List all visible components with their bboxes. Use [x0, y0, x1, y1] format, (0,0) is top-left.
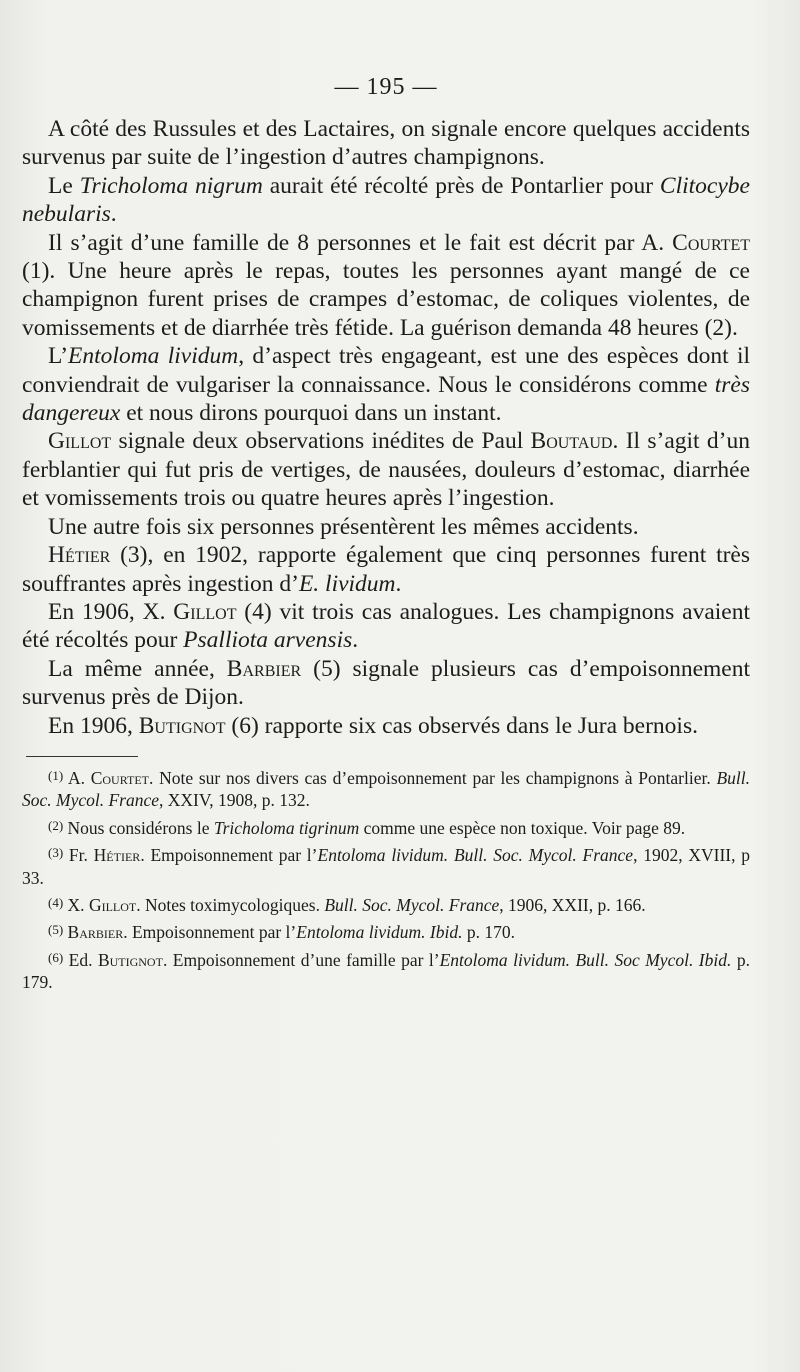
text-run: Le [48, 172, 80, 199]
species-name: Psalliota arvensis [183, 627, 353, 654]
author-name: Gillot [173, 598, 237, 625]
text-run: (6) rapporte six cas observés dans le Jura bernois. [225, 712, 698, 739]
author-name: Hétier [93, 845, 141, 866]
text-run: , d’aspect très engageant, est une des espèces dont il conviendrait de vulgariser la connaissance. Nous le considérons comme [22, 343, 751, 398]
text-run: signale deux observations inédites de Paul [111, 428, 531, 455]
paragraph-2 [22, 172, 750, 229]
paragraph-1: A côté des Russules et des Lactaires, on signale encore quelques accidents survenus par suite de l’ingestion d’autres champignons. [22, 116, 750, 171]
paragraph-9 [22, 655, 750, 712]
text-run: . [110, 201, 117, 228]
text-run: . Empoisonnement par l’ [123, 922, 297, 943]
footnote-6 [22, 947, 750, 994]
body-text [22, 115, 750, 740]
text-run: , XXIV, 1908, p. 132. [159, 790, 310, 811]
author-name: Butignot [97, 949, 163, 970]
journal-title: Entoloma lividum. Ibid. [296, 922, 463, 943]
author-name: Hétier [48, 542, 111, 569]
journal-title: Entoloma lividum. Bull. Soc. Mycol. France [317, 845, 634, 866]
footnote-number: (4) [48, 894, 64, 910]
species-name: E. lividum [298, 570, 396, 597]
footnote-number: (1) [48, 767, 64, 783]
paragraph-10 [22, 712, 750, 740]
paragraph-3 [22, 229, 750, 343]
footnote-5 [22, 919, 750, 943]
text-run: et nous dirons pourquoi dans un instant. [120, 400, 502, 427]
emphasis: très dangereux [22, 371, 750, 427]
footnotes [22, 765, 750, 994]
author-name: Boutaud [530, 428, 613, 455]
text-run: p. 170. [462, 922, 515, 943]
footnote-number: (6) [48, 949, 64, 965]
footnote-divider [26, 756, 138, 757]
journal-title: Bull. Soc. Mycol. France [324, 894, 500, 915]
text-run: . [352, 627, 359, 654]
text-run: . Empoisonnement par l’ [140, 845, 318, 866]
text-run: aurait été récolté près de Pontarlier pour [262, 172, 660, 199]
species-name: Clitocybe nebularis [22, 172, 750, 228]
text-run: , 1906, XXII, p. 166. [499, 894, 646, 915]
text-run: (3), en 1902, rapporte également que cinq personnes furent très souffrantes après ingestion d’ [22, 542, 750, 597]
text-run: (5) signale plusieurs cas d’empoisonnement survenus près de Dijon. [22, 655, 750, 711]
text-run: En 1906, [48, 712, 139, 739]
text-run: Il s’agit d’une famille de 8 personnes et le fait est décrit par A. [48, 229, 673, 256]
paragraph-5 [22, 427, 750, 512]
footnote-number: (2) [48, 817, 64, 833]
text-run: comme une espèce non toxique. Voir page 89. [359, 817, 686, 838]
species-name: Tricholoma nigrum [79, 172, 263, 199]
species-name: Entoloma lividum [68, 343, 239, 370]
footnote-4 [22, 892, 750, 916]
paragraph-8 [22, 598, 750, 655]
footnote-3 [22, 842, 750, 889]
footnote-2 [22, 815, 750, 839]
text-run: (1). Une heure après le repas, toutes les personnes ayant mangé de ce champignon furent prises de crampes d’estomac, de coliques violentes, de vomissements et de diarrhée très fétide. La guérison demanda 48 heures (2). [22, 258, 750, 341]
page-number: — 195 — [334, 74, 438, 100]
text-run: A. [63, 767, 91, 788]
text-run: . Notes toximycologiques. [136, 894, 325, 915]
text-run: . Il s’agit d’un ferblantier qui fut pris de vertiges, de nausées, douleurs d’estomac, diarrhée et vomissements trois ou quatre heures après l’ingestion. [22, 428, 750, 512]
text-run: En 1906, X. [48, 598, 174, 625]
author-name: Butignot [138, 712, 226, 739]
text-run: Nous considérons le [63, 817, 214, 838]
text-run: , 1902, XVIII, p 33. [22, 845, 750, 888]
author-name: Barbier [67, 922, 124, 943]
author-name: Barbier [226, 655, 302, 682]
journal-title: Bull. Soc. Mycol. France [22, 767, 750, 811]
author-name: Courtet [90, 767, 149, 788]
footnote-1 [22, 765, 750, 812]
text-run: Fr. [63, 845, 94, 866]
paragraph-6: Une autre fois six personnes présentèrent les mêmes accidents. [48, 513, 639, 540]
footnote-number: (5) [48, 922, 64, 938]
text-run: X. [63, 894, 89, 915]
text-run: L’ [48, 343, 69, 370]
text-run: . Note sur nos divers cas d’empoisonnement par les champignons à Pontarlier. [148, 767, 717, 788]
text-run: p. 179. [22, 949, 750, 993]
text-run: La même année, [48, 655, 227, 682]
author-name: Courtet [672, 229, 750, 256]
paragraph-7 [22, 541, 750, 598]
species-name: Tricholoma tigrinum [213, 817, 360, 838]
text-run: (4) vit trois cas analogues. Les champignons avaient été récoltés pour [22, 598, 750, 654]
text-run: Ed. [63, 949, 98, 970]
footnote-number: (3) [48, 845, 64, 861]
author-name: Gillot [48, 428, 112, 455]
text-run: . Empoisonnement d’une famille par l’ [162, 949, 440, 970]
text-run: . [395, 570, 402, 597]
journal-title: Entoloma lividum. Bull. Soc Mycol. Ibid. [439, 949, 732, 970]
author-name: Gillot [88, 894, 137, 915]
paragraph-4 [22, 342, 750, 427]
